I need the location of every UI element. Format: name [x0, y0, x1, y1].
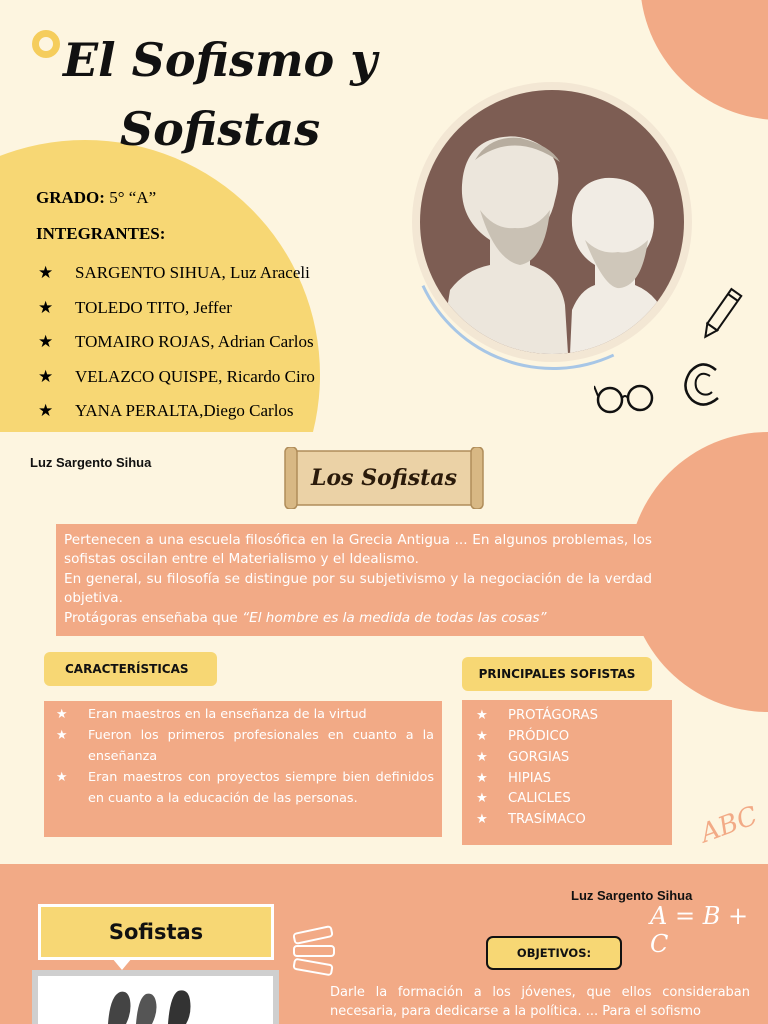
star-icon: ★	[38, 263, 54, 283]
author-signature: Luz Sargento Sihua	[30, 455, 152, 470]
abc-doodle: ABC	[696, 800, 762, 850]
star-icon: ★	[38, 297, 54, 317]
list-item	[38, 394, 315, 429]
list-item	[38, 360, 315, 395]
list-item	[38, 291, 315, 326]
star-icon: ★	[38, 332, 54, 352]
list-item: ★ TRASÍMACO	[476, 810, 658, 831]
members-heading: INTEGRANTES:	[36, 224, 166, 243]
intro-line: En general, su filosofía se distingue por su subjetivismo y la negociación de la verdad objetiva.	[64, 570, 652, 607]
banner-title: Los Sofistas	[311, 465, 457, 491]
star-icon: ★	[476, 749, 488, 765]
list-item	[38, 325, 315, 360]
member-name: TOMAIRO ROJAS, Adrian Carlos	[75, 332, 314, 352]
sophists-image-frame	[32, 970, 279, 1024]
busts-illustration	[420, 90, 684, 354]
books-icon	[288, 922, 340, 980]
sophists-callout	[38, 904, 274, 960]
list-item: ★ Eran maestros con proyectos siempre bien definidos en cuanto a la educación de las personas.	[56, 768, 434, 810]
list-item: ★ Fueron los primeros profesionales en cuanto a la enseñanza	[56, 726, 434, 768]
intro-prefix: Protágoras enseñaba que	[64, 609, 243, 626]
list-item: ★ Eran maestros en la enseñanza de la virtud	[56, 705, 434, 726]
list-item: ★ PROTÁGORAS	[476, 706, 658, 727]
star-icon: ★	[476, 770, 488, 786]
page-title: El Sofismo y Sofistas	[63, 33, 377, 156]
glasses-icon	[594, 376, 656, 420]
member-name: VELAZCO QUISPE, Ricardo Ciro	[75, 366, 315, 386]
main-sophists-box	[462, 700, 672, 845]
objectives-text: Darle la formación a los jóvenes, que ellos consideraban necesaria, para dedicarse a la política. ... Para el sofismo	[330, 985, 750, 1019]
characteristics-box	[44, 701, 442, 837]
member-name: YANA PERALTA,Diego Carlos	[75, 401, 294, 421]
list-item: ★ CALICLES	[476, 789, 658, 810]
sophists-illustration	[38, 976, 273, 1024]
callout-tail	[112, 958, 132, 970]
star-icon: ★	[476, 728, 488, 744]
intro-text-box	[56, 524, 660, 636]
star-icon: ★	[38, 401, 54, 421]
star-icon: ★	[56, 727, 68, 743]
star-icon: ★	[476, 812, 488, 828]
pencil-icon	[700, 282, 744, 344]
star-icon: ★	[476, 708, 488, 723]
callout-label: Sofistas	[108, 920, 204, 944]
philosophers-portrait	[412, 82, 692, 362]
member-name: TOLEDO TITO, Jeffer	[75, 297, 232, 317]
grade-value: 5° “A”	[104, 188, 157, 207]
list-item: ★ HIPIAS	[476, 769, 658, 790]
objectives-heading: OBJETIVOS:	[486, 936, 622, 970]
main-sophists-heading: PRINCIPALES SOFISTAS	[462, 657, 652, 691]
protagoras-quote: “El hombre es la medida de todas las cosas”	[242, 609, 547, 626]
list-item: ★ GORGIAS	[476, 748, 658, 769]
author-signature: Luz Sargento Sihua	[571, 888, 693, 903]
intro-line	[64, 609, 652, 628]
intro-line: Pertenecen a una escuela filosófica en la Grecia Antigua ... En algunos problemas, los sofistas oscilan entre el Materialismo y el Idealismo.	[64, 532, 652, 568]
list-item	[38, 256, 315, 291]
formula-doodle: A = B + C	[650, 902, 749, 958]
star-icon: ★	[38, 366, 54, 386]
star-icon: ★	[476, 791, 488, 807]
characteristics-heading: CARACTERÍSTICAS	[44, 652, 217, 686]
list-item: ★ PRÓDICO	[476, 727, 658, 748]
member-name: SARGENTO SIHUA, Luz Araceli	[75, 263, 310, 283]
decorative-peach-circle	[640, 0, 768, 120]
letter-c-icon	[682, 360, 724, 410]
star-icon: ★	[56, 707, 68, 722]
star-icon: ★	[56, 769, 68, 785]
grade-line	[36, 188, 156, 208]
members-list	[38, 256, 315, 429]
grade-label: GRADO:	[36, 188, 105, 207]
